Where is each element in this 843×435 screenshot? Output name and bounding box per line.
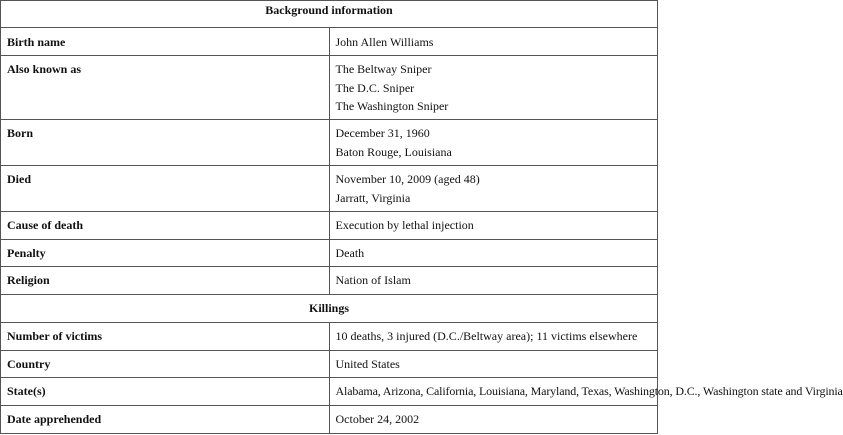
value-line: John Allen Williams: [335, 35, 434, 49]
value-line: Execution by lethal injection: [335, 218, 474, 232]
value-line: United States: [335, 357, 400, 371]
value-line: December 31, 1960: [335, 126, 430, 140]
row-label: Birth name: [1, 28, 330, 56]
value-line: Death: [335, 246, 365, 260]
row-label: State(s): [1, 378, 330, 406]
section-title: Killings: [1, 295, 658, 323]
row-value: [329, 240, 658, 267]
value-line: The Beltway Sniper: [335, 62, 432, 76]
row-label: Born: [1, 120, 330, 166]
row-label: Number of victims: [1, 323, 330, 351]
row-label: Date apprehended: [1, 406, 330, 434]
value-line: The D.C. Sniper: [335, 80, 415, 95]
value-line: November 10, 2009 (aged 48): [335, 172, 480, 186]
table-row: [1, 351, 658, 378]
row-label: Penalty: [1, 240, 330, 267]
value-line: Jarratt, Virginia: [335, 190, 411, 205]
row-value: [329, 323, 658, 351]
table-row: [1, 378, 658, 406]
value-line: Baton Rouge, Louisiana: [335, 144, 452, 159]
row-value: [329, 212, 658, 240]
value-line: October 24, 2002: [335, 412, 420, 426]
section-header-row: [1, 1, 658, 28]
table-row: [1, 406, 658, 434]
table-row: [1, 323, 658, 351]
row-value: [329, 166, 658, 212]
table-row: [1, 240, 658, 267]
row-label: Died: [1, 166, 330, 212]
row-label: Country: [1, 351, 330, 378]
table-row: [1, 212, 658, 240]
table-row: [1, 120, 658, 166]
value-line: 10 deaths, 3 injured (D.C./Beltway area); 11 victims elsewhere: [335, 329, 638, 343]
table-row: [1, 267, 658, 295]
row-value: [329, 56, 658, 120]
table-row: [1, 56, 658, 120]
value-line: Alabama, Arizona, California, Louisiana, Maryland, Texas, Washington, D.C., Washington state and Virginia: [335, 384, 843, 398]
section-header-row: [1, 295, 658, 323]
row-label: Religion: [1, 267, 330, 295]
value-line: Nation of Islam: [335, 273, 411, 287]
table-row: [1, 28, 658, 56]
row-value: [329, 267, 658, 295]
row-value: [329, 378, 843, 406]
row-label: Also known as: [1, 56, 330, 120]
value-line: The Washington Sniper: [335, 99, 449, 113]
section-title: Background information: [1, 1, 658, 28]
row-value: [329, 28, 658, 56]
row-value: [329, 406, 658, 434]
row-label: Cause of death: [1, 212, 330, 240]
row-value: [329, 120, 658, 166]
table-row: [1, 166, 658, 212]
row-value: [329, 351, 658, 378]
